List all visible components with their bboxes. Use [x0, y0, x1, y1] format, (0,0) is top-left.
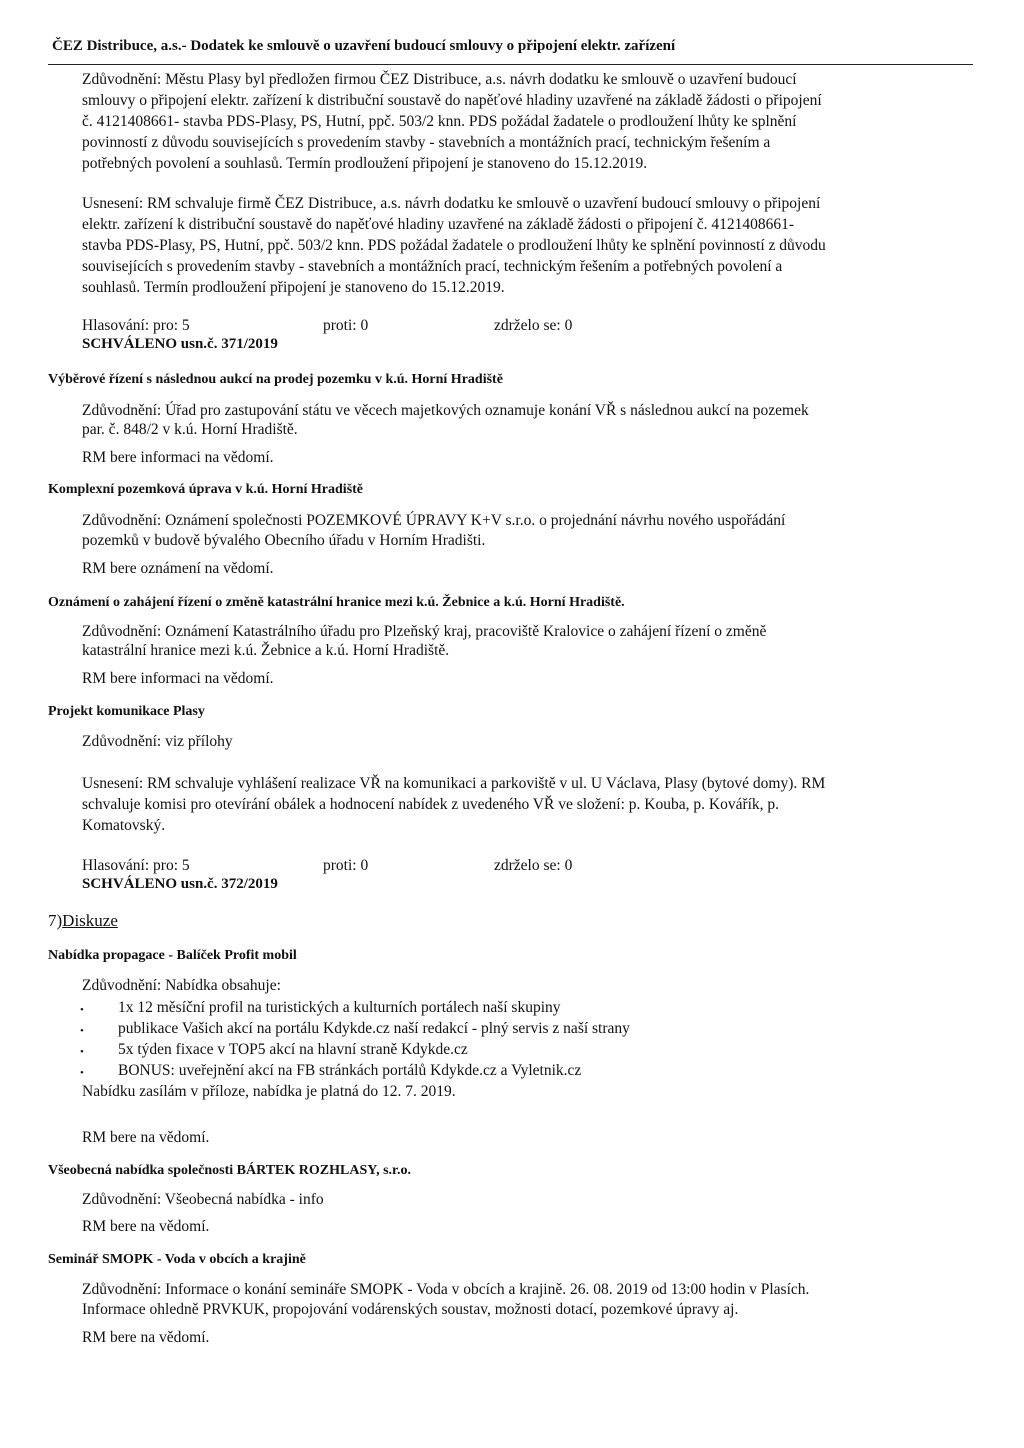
rm-bartek: RM bere na vědomí.: [82, 1218, 210, 1235]
page-header: ČEZ Distribuce, a.s.- Dodatek ke smlouvě o uzavření budoucí smlouvy o připojení elektr. zařízení: [52, 38, 676, 54]
text-line: Zdůvodnění: Městu Plasy byl předložen firmou ČEZ Distribuce, a.s. návrh dodatku ke smlouvě o uzavření budoucí: [82, 71, 797, 88]
text-line: stavba PDS-Plasy, PS, Hutní, ppč. 503/2 knn. PDS požádal žadatele o prodloužení lhůty ke splnění povinností z důvodu: [82, 237, 826, 254]
rm-seminar: RM bere na vědomí.: [82, 1329, 210, 1346]
text-line: Zdůvodnění: Oznámení Katastrálního úřadu pro Plzeňský kraj, pracoviště Kralovice o zahájení řízení o změně: [82, 623, 767, 640]
section-number: 7): [48, 911, 63, 930]
text-line: schvaluje komisi pro otevírání obálek a hodnocení nabídek z uvedeného VŘ ve složení: p. Kouba, p. Kovářík, p.: [82, 796, 780, 813]
text-line: potřebných povolení a souhlasů. Termín prodloužení připojení je stanoveno do 15.12.2019.: [82, 155, 648, 172]
text-line: smlouvy o připojení elektr. zařízení k distribuční soustavě do napěťové hladiny uzavřené na základě žádosti o připojení: [82, 92, 822, 109]
rm-oznameni: RM bere informaci na vědomí.: [82, 670, 274, 687]
text-line: souhlasů. Termín prodloužení připojení je stanoveno do 15.12.2019.: [82, 279, 505, 296]
heading-bartek: Všeobecná nabídka společnosti BÁRTEK ROZHLASY, s.r.o.: [48, 1163, 411, 1178]
bullet-marker: •: [80, 1004, 84, 1016]
vote-pro: Hlasování: pro: 5: [82, 857, 190, 874]
vote-zdrzelo: zdrželo se: 0: [494, 857, 573, 874]
projekt-zduvodneni: Zdůvodnění: viz přílohy: [82, 733, 233, 750]
rm-komplexni: RM bere oznámení na vědomí.: [82, 560, 274, 577]
heading-seminar: Seminář SMOPK - Voda v obcích a krajině: [48, 1252, 306, 1267]
list-item: BONUS: uveřejnění akcí na FB stránkách portálů Kdykde.cz a Vyletnik.cz: [118, 1062, 582, 1079]
text-line: Zdůvodnění: Úřad pro zastupování státu ve věcech majetkových oznamuje konání VŘ s následnou aukcí na pozemek: [82, 402, 809, 419]
vote-zdrzelo: zdrželo se: 0: [494, 317, 573, 334]
text-line: č. 4121408661- stavba PDS-Plasy, PS, Hutní, ppč. 503/2 knn. PDS požádal žadatele o prodloužení lhůty ke splnění: [82, 113, 797, 130]
section-diskuze: [48, 911, 118, 931]
vote-proti: proti: 0: [323, 857, 369, 874]
text-line: Usnesení: RM schvaluje firmě ČEZ Distribuce, a.s. návrh dodatku ke smlouvě o uzavření budoucí smlouvy o připojení: [82, 195, 821, 212]
list-item: 5x týden fixace v TOP5 akcí na hlavní straně Kdykde.cz: [118, 1041, 468, 1058]
rm-vyberove: RM bere informaci na vědomí.: [82, 449, 274, 466]
heading-komplexni: Komplexní pozemková úprava v k.ú. Horní Hradiště: [48, 482, 364, 497]
text-line: Usnesení: RM schvaluje vyhlášení realizace VŘ na komunikaci a parkoviště v ul. U Václava, Plasy (bytové domy). RM: [82, 775, 826, 792]
nabidka-note: Nabídku zasílám v příloze, nabídka je platná do 12. 7. 2019.: [82, 1083, 456, 1100]
text-line: katastrální hranice mezi k.ú. Žebnice a k.ú. Horní Hradiště.: [82, 642, 450, 659]
approved-372: SCHVÁLENO usn.č. 372/2019: [82, 876, 278, 892]
list-item: 1x 12 měsíční profil na turistických a kulturních portálech naší skupiny: [118, 999, 561, 1016]
heading-vyberove: Výběrové řízení s následnou aukcí na prodej pozemku v k.ú. Horní Hradiště: [48, 372, 503, 387]
text-line: povinností z důvodu souvisejících s provedením stavby - stavebních a montážních prací, technickým řešením a: [82, 134, 771, 151]
rm-nabidka: RM bere na vědomí.: [82, 1129, 210, 1146]
nabidka-zduvodneni: Zdůvodnění: Nabídka obsahuje:: [82, 977, 281, 994]
heading-nabidka: Nabídka propagace - Balíček Profit mobil: [48, 948, 297, 963]
header-rule: [48, 64, 973, 65]
text-line: par. č. 848/2 v k.ú. Horní Hradiště.: [82, 421, 298, 438]
text-line: pozemků v budově bývalého Obecního úřadu v Horním Hradišti.: [82, 532, 486, 549]
text-line: Zdůvodnění: Oznámení společnosti POZEMKOVÉ ÚPRAVY K+V s.r.o. o projednání návrhu nového uspořádání: [82, 512, 786, 529]
text-line: Komatovský.: [82, 817, 166, 834]
bartek-zduvodneni: Zdůvodnění: Všeobecná nabídka - info: [82, 1191, 324, 1208]
approved-371: SCHVÁLENO usn.č. 371/2019: [82, 336, 278, 352]
vote-proti: proti: 0: [323, 317, 369, 334]
heading-projekt: Projekt komunikace Plasy: [48, 704, 205, 719]
text-line: elektr. zařízení k distribuční soustavě do napěťové hladiny uzavřené na základě žádosti o připojení č. 4121408661-: [82, 216, 795, 233]
text-line: Zdůvodnění: Informace o konání semináře SMOPK - Voda v obcích a krajině. 26. 08. 2019 od 13:00 hodin v Plasích.: [82, 1281, 810, 1298]
text-line: souvisejících s provedením stavby - stavebních a montážních prací, technickým řešením a potřebných povolení a: [82, 258, 783, 275]
bullet-marker: •: [80, 1025, 84, 1037]
heading-oznameni: Oznámení o zahájení řízení o změně katastrální hranice mezi k.ú. Žebnice a k.ú. Horní Hradiště.: [48, 595, 625, 610]
list-item: publikace Vašich akcí na portálu Kdykde.cz naší redakcí - plný servis z naší strany: [118, 1020, 630, 1037]
vote-pro: Hlasování: pro: 5: [82, 317, 190, 334]
bullet-marker: •: [80, 1046, 84, 1058]
bullet-marker: •: [80, 1067, 84, 1079]
section-title: Diskuze: [62, 911, 118, 930]
text-line: Informace ohledně PRVKUK, propojování vodárenských soustav, možnosti dotací, pozemkové úpravy aj.: [82, 1301, 739, 1318]
